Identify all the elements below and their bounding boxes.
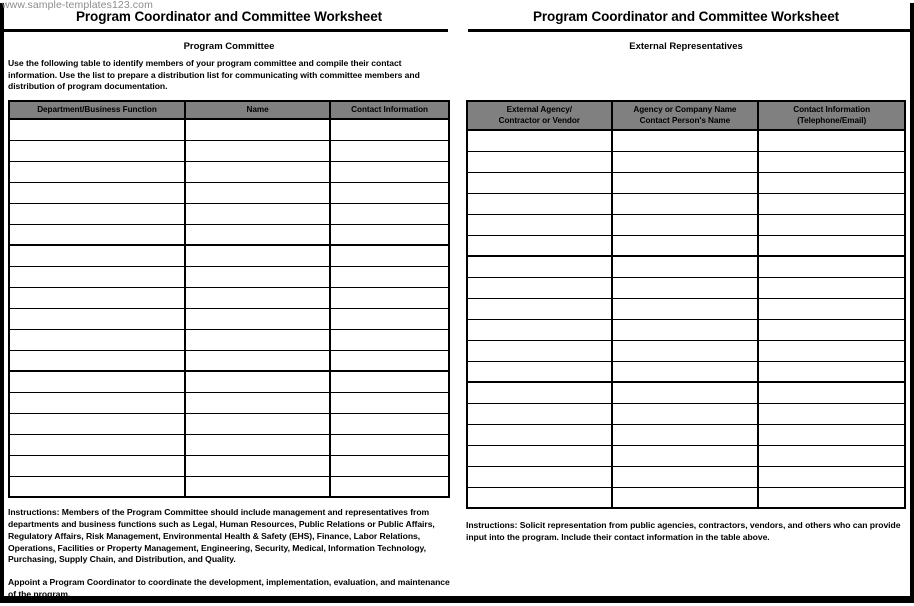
- column-header-agency-company-line1: Agency or Company Name: [633, 105, 737, 114]
- instructions-right-para-1: Instructions: Solicit representation from public agencies, contractors, vendors, and others who can provide input into the program. Include their contact information in the table above.: [466, 520, 901, 542]
- instructions-left-para-2: Appoint a Program Coordinator to coordinate the development, implementation, evaluation, and maintenance of the program.: [8, 577, 450, 600]
- watermark-text: www.sample-templates123.com: [2, 0, 153, 11]
- column-header-name: Name: [185, 101, 330, 120]
- page-title-left: Program Coordinator and Committee Worksheet: [76, 9, 382, 24]
- section-title-left: Program Committee: [183, 41, 275, 52]
- column-header-agency-company-line2: Contact Person's Name: [639, 115, 731, 125]
- intro-paragraph-left: Use the following table to identify members of your program committee and compile their contact information. Use the list to prepare a distribution list for communicating with committee members and distribution of program documentation.: [8, 58, 420, 92]
- sheet-border: [0, 3, 914, 603]
- column-header-contact: Contact Information: [330, 101, 449, 120]
- column-header-contact-info-line1: Contact Information: [793, 105, 871, 114]
- page-title-right: Program Coordinator and Committee Worksheet: [533, 9, 839, 24]
- column-header-department: Department/Business Function: [9, 101, 185, 120]
- column-header-external-agency-line1: External Agency/: [506, 105, 572, 114]
- section-title-right: External Representatives: [629, 41, 743, 52]
- column-header-external-agency-line2: Contractor or Vendor: [498, 115, 580, 125]
- instructions-left-para-1: Instructions: Members of the Program Committee should include management and representatives from departments and business functions such as Legal, Human Resources, Public Relations or Public Affairs, Regulatory Affairs, Risk Management, Environmental Health & Safety (EHS), Finance, Labor Relations, Operations, Facilities or Property Management, Engineering, Security, Medical, Information Technology, Purchasing, Supply Chain, and Distribution, and Quality.: [8, 507, 435, 565]
- column-header-contact-info-line2: (Telephone/Email): [797, 115, 867, 125]
